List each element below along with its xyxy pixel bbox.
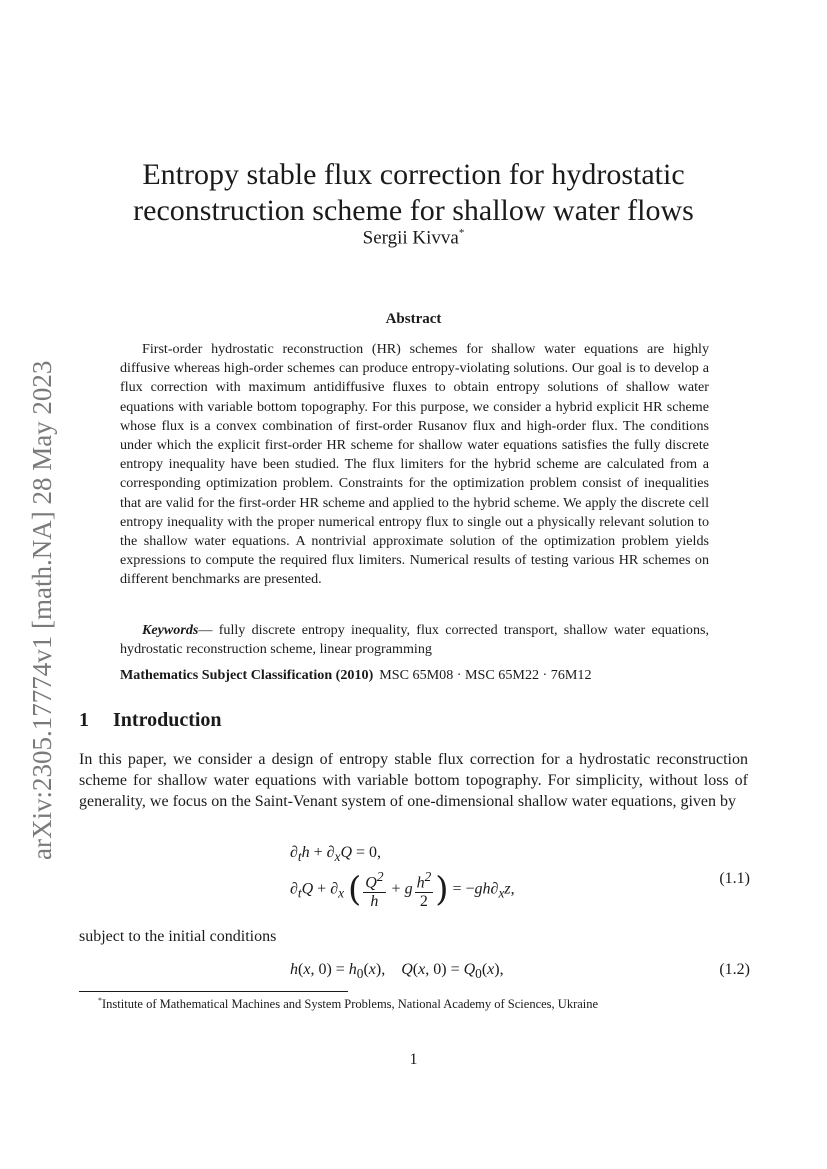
section-heading xyxy=(79,709,222,732)
page-number: 1 xyxy=(409,1051,418,1068)
abstract-heading: Abstract xyxy=(385,311,442,327)
initial-conditions-text: subject to the initial conditions xyxy=(79,928,277,945)
footnote xyxy=(98,996,598,1012)
equation-line-2: $\partial_tQ + \partial_x$ ( $\frac{Q^2}{h}$ + g $\frac{h^2}{2}$ ) = $-gh\partial_xz$, xyxy=(290,869,515,911)
equation-label-1-1: (1.1) xyxy=(719,870,750,887)
paper-title: Entropy stable flux correction for hydrostatic reconstruction scheme for shallow water flows xyxy=(133,158,694,228)
equation-label-1-2: (1.2) xyxy=(719,961,750,978)
footnote-text: Institute of Mathematical Machines and System Problems, National Academy of Sciences, Ukraine xyxy=(102,997,599,1012)
footnote-mark: * xyxy=(98,996,102,1005)
msc-classification xyxy=(120,667,709,684)
intro-paragraph: In this paper, we consider a design of entropy stable flux correction for a hydrostatic reconstruction scheme for shallow water equations with variable bottom topography. For simplicity, without loss of generality, we focus on the Saint-Venant system of one-dimensional shallow water equations, given by xyxy=(79,751,748,810)
author-footnote-mark: * xyxy=(458,227,465,239)
keywords-label: Keywords xyxy=(142,622,199,638)
equation-1-1 xyxy=(290,842,750,918)
equation-1-2: h(x, $0) = h_0(x)$, Q(x, $0) = Q_0(x)$, (1.2) xyxy=(290,961,750,982)
msc-codes: MSC 65M08 · MSC 65M22 · 76M12 xyxy=(379,667,592,683)
author-name: Sergii Kivva xyxy=(362,227,459,249)
abstract-body: First-order hydrostatic reconstruction (HR) schemes for shallow water equations are highly diffusive whereas high-order schemes can produce entropy-violating solutions. Our goal is to develop a flux correction with maximum antidiffusive fluxes to obtain entropy solutions of shallow water equations with variable bottom topography. For this purpose, we consider a hybrid explicit HR scheme whose flux is a convex combination of first-order Rusanov flux and high-order flux. The conditions under which the explicit first-order HR scheme for shallow water equations satisfies the fully discrete entropy inequality have been studied. The flux limiters for the hybrid scheme are calculated from a corresponding optimization problem. Constraints for the optimization problem consist of inequalities that are valid for the first-order HR scheme and applied to the hybrid scheme. We apply the discrete cell entropy inequality with the proper numerical entropy flux to single out a physically relevant solution to the shallow water equations. A nontrivial approximate solution of the optimization problem yields expressions to compute the required flux limiters. Numerical results of testing various HR schemes on different benchmarks are presented. xyxy=(120,341,709,588)
keywords-text: — fully discrete entropy inequality, flux corrected transport, shallow water equations, hydrostatic reconstruction scheme, linear programming xyxy=(120,622,709,658)
keywords xyxy=(120,621,709,659)
section-number: 1 xyxy=(79,709,89,731)
section-title: Introduction xyxy=(113,709,222,731)
footnote-divider xyxy=(79,991,348,992)
msc-label: Mathematics Subject Classification (2010) xyxy=(120,667,374,683)
arxiv-stamp: arXiv:2305.17774v1 [math.NA] 28 May 2023 xyxy=(27,360,57,860)
equation-line-1: $\partial_th + \partial_xQ = 0$, xyxy=(290,844,382,865)
author xyxy=(100,227,727,249)
